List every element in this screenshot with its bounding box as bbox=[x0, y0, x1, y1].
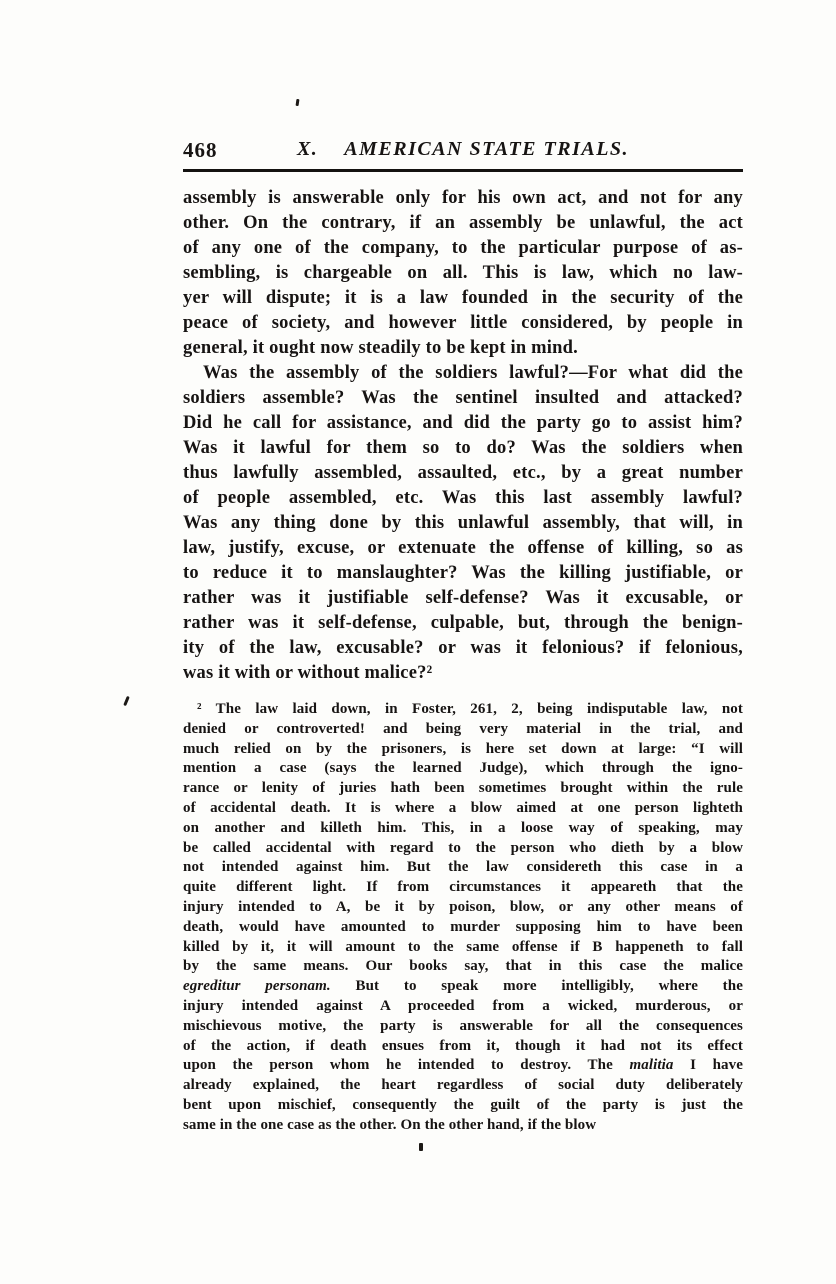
text-line: of any one of the company, to the particular purpose of as- bbox=[183, 238, 743, 258]
footnote-line: not intended against him. But the law considereth this case in a bbox=[183, 859, 743, 876]
text-line: sembling, is chargeable on all. This is law, which no law- bbox=[183, 263, 743, 283]
footnote-line: quite different light. If from circumstances it appeareth that the bbox=[183, 879, 743, 896]
footnote-line: of accidental death. It is where a blow aimed at one person lighteth bbox=[183, 799, 743, 816]
text-line: thus lawfully assembled, assaulted, etc., by a great number bbox=[183, 463, 743, 483]
text-line: ity of the law, excusable? or was it felonious? if felonious, bbox=[183, 638, 743, 658]
text-line: Was any thing done by this unlawful assembly, that will, in bbox=[183, 513, 743, 533]
footnote-line: on another and killeth him. This, in a loose way of speaking, may bbox=[183, 819, 743, 836]
footnote-line: by the same means. Our books say, that in this case the malice bbox=[183, 958, 743, 975]
footnote-line: rance or lenity of juries hath been sometimes brought within the rule bbox=[183, 780, 743, 797]
footnote-line: ² The law laid down, in Foster, 261, 2, being indisputable law, not bbox=[197, 701, 743, 717]
scan-speck bbox=[123, 696, 130, 706]
footnote-line: be called accidental with regard to the person who dieth by a blow bbox=[183, 839, 743, 856]
text-line: rather was it self-defense, culpable, but, through the benign- bbox=[183, 613, 743, 633]
footnote-line: bent upon mischief, consequently the guilt of the party is just the bbox=[183, 1096, 743, 1113]
footnote-line: killed by it, it will amount to the same offense if B happeneth to fall bbox=[183, 938, 743, 955]
scan-speck bbox=[296, 99, 300, 106]
running-title bbox=[183, 136, 743, 161]
running-title-section: X. bbox=[296, 138, 319, 160]
text-line: yer will dispute; it is a law founded in the security of the bbox=[183, 288, 743, 308]
paragraph bbox=[183, 700, 743, 1136]
text-line: Was it lawful for them so to do? Was the soldiers when bbox=[183, 438, 743, 458]
text-line: soldiers assemble? Was the sentinel insulted and attacked? bbox=[183, 388, 743, 408]
footnote-line: already explained, the heart regardless of social duty deliberately bbox=[183, 1077, 743, 1094]
footnote bbox=[183, 700, 743, 1136]
running-title-text: AMERICAN STATE TRIALS. bbox=[344, 138, 630, 160]
footnote-line: same in the one case as the other. On the other hand, if the blow bbox=[183, 1116, 597, 1133]
footnote-line: injury intended against A proceeded from a wicked, murderous, or bbox=[183, 997, 743, 1014]
scan-speck bbox=[419, 1143, 423, 1151]
text-line: of people assembled, etc. Was this last assembly lawful? bbox=[183, 488, 743, 508]
text-line: general, it ought now steadily to be kept in mind. bbox=[183, 338, 578, 358]
footnote-line: death, would have amounted to murder supposing him to have been bbox=[183, 918, 743, 935]
text-line: Did he call for assistance, and did the party go to assist him? bbox=[183, 413, 743, 433]
footnote-line: of the action, if death ensues from it, though it had not its effect bbox=[183, 1037, 743, 1054]
footnote-line: much relied on by the prisoners, is here set down at large: “I will bbox=[183, 740, 743, 757]
text-line: to reduce it to manslaughter? Was the killing justifiable, or bbox=[183, 563, 743, 583]
text-line: other. On the contrary, if an assembly be unlawful, the act bbox=[183, 213, 743, 233]
paragraph bbox=[183, 186, 743, 361]
footnote-line: upon the person whom he intended to destroy. The malitia I have bbox=[183, 1057, 743, 1074]
footnote-line: denied or controverted! and being very material in the trial, and bbox=[183, 720, 743, 737]
footnote-line: mischievous motive, the party is answerable for all the consequences bbox=[183, 1017, 743, 1034]
page-header bbox=[183, 136, 743, 166]
footnote-line: mention a case (says the learned Judge), which through the igno- bbox=[183, 760, 743, 777]
page-number: 468 bbox=[183, 138, 218, 162]
text-line: rather was it justifiable self-defense? Was it excusable, or bbox=[183, 588, 743, 608]
header-divider-rule bbox=[183, 169, 743, 172]
footnote-line: egreditur personam. But to speak more intelligibly, where the bbox=[183, 978, 743, 995]
text-line: assembly is answerable only for his own act, and not for any bbox=[183, 188, 743, 208]
paragraph bbox=[183, 361, 743, 686]
text-line: peace of society, and however little considered, by people in bbox=[183, 313, 743, 333]
main-text bbox=[183, 186, 743, 686]
text-line: was it with or without malice?² bbox=[183, 663, 433, 683]
text-line: law, justify, excuse, or extenuate the offense of killing, so as bbox=[183, 538, 743, 558]
footnote-line: injury intended to A, be it by poison, blow, or any other means of bbox=[183, 898, 743, 915]
text-line: Was the assembly of the soldiers lawful?—For what did the bbox=[203, 363, 743, 383]
